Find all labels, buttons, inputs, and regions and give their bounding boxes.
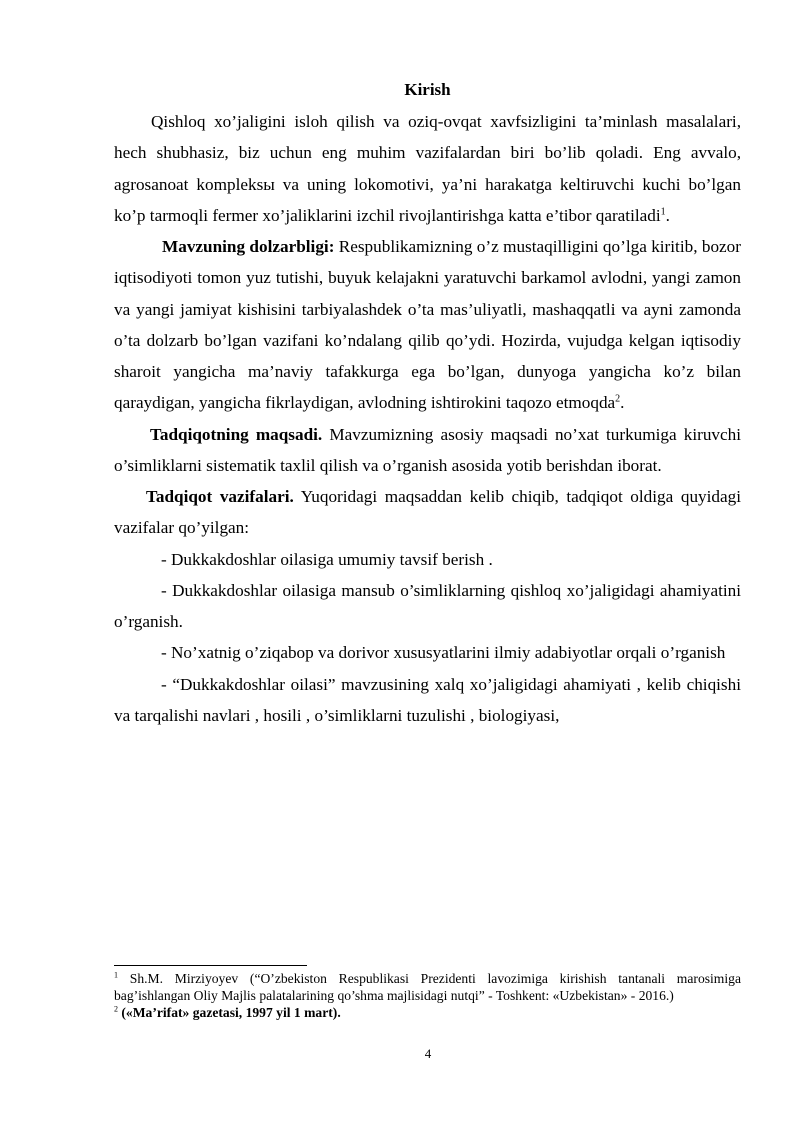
page-number: 4 [424,1046,432,1061]
goal-paragraph [114,419,741,482]
relevance-paragraph [114,231,741,419]
footnote-separator [114,965,307,966]
relevance-end: . [620,393,625,413]
footnote-mark-1: 1 [114,970,118,980]
goal-label: Tadqiqotning maqsadi. [150,424,323,444]
intro-end: . [665,205,670,225]
intro-paragraph [114,106,741,231]
goal-text: Mavzumizning asosiy maqsadi no’xat turkumiga kiruvchi o’simliklarni sistematik taxlil qilish va o’rganish asosida yotib berishdan iborat. [114,424,741,475]
task-item: - No’xatnig o’ziqabop va dorivor xususyatlarini ilmiy adabiyotlar orqali o’rganish [161,643,726,663]
task-item: - Dukkakdoshlar oilasiga umumiy tavsif berish . [161,549,493,569]
document-body [114,106,741,731]
footnote-2-text: («Ma’rifat» gazetasi, 1997 yil 1 mart). [118,1005,341,1020]
footnote-1-text: Sh.M. Mirziyoyev (“O’zbekiston Respublikasi Prezidenti lavozimiga kirishish tantanali marosimiga bag’ishlangan Oliy Majlis palatalarining qo’shma majlisidagi nutqi” - Toshkent: «Uzbekistan» - 2016.) [114,971,741,1003]
relevance-label: Mavzuning dolzarbligi: [162,237,335,256]
tasks-paragraph [114,481,741,544]
tasks-label: Tadqiqot vazifalari. [146,487,294,506]
relevance-text: Respublikamizning o’z mustaqilligini qo’lga kiritib, bozor iqtisodiyoti tomon yuz tutishi, buyuk kelajakni yaratuvchi barkamol avlodni, yangi zamon va yangi jamiyat kishisini tarbiyalashdek o’ta mas’uliyatli, mashaqqatli va ayni zamonda o’ta dolzarb bo’lgan vazifani ko’ndalang qilib qo’ydi. Hozirda, vujudga kelgan iqtisodiy sharoit yangicha ma’naviy tafakkurga ega bo’lgan, dunyoga yangicha ko’z bilan qaraydigan, yangicha fikrlaydigan, avlodning ishtirokini taqozo etmoqda [114,237,741,413]
footnote-mark-2: 2 [114,1004,118,1014]
tasks-text: Yuqoridagi maqsaddan kelib chiqib, tadqiqot oldiga quyidagi vazifalar qo’yilgan: [114,487,741,538]
footnotes [114,970,741,1021]
task-item: - “Dukkakdoshlar oilasi” mavzusining xalq xo’jaligidagi ahamiyati , kelib chiqishi va tarqalishi navlari , hosili , o’simliklarni tuzulishi , biologiyasi, [114,674,741,725]
intro-text: Qishloq xo’jaligini isloh qilish va oziq-ovqat xavfsizligini ta’minlash masalalari, hech shubhasiz, biz uchun eng muhim vazifalardan biri bo’lib qoladi. Eng avvalo, agrosanoat kompleksы va uning lokomotivi, ya’ni harakatga keltiruvchi kuchi bo’lgan ko’p tarmoqli fermer xo’jaliklarini izchil rivojlantirishga katta e’tibor qaratiladi [114,112,741,225]
task-item: - Dukkakdoshlar oilasiga mansub o’simliklarning qishloq xo’jaligidagi ahamiyatini o’rganish. [114,580,741,631]
footnote-ref-2[interactable]: 2 [615,393,621,405]
section-title: Kirish [404,80,451,99]
footnote-1 [114,970,741,1004]
footnote-2 [114,1004,741,1021]
footnote-ref-1[interactable]: 1 [660,206,666,218]
